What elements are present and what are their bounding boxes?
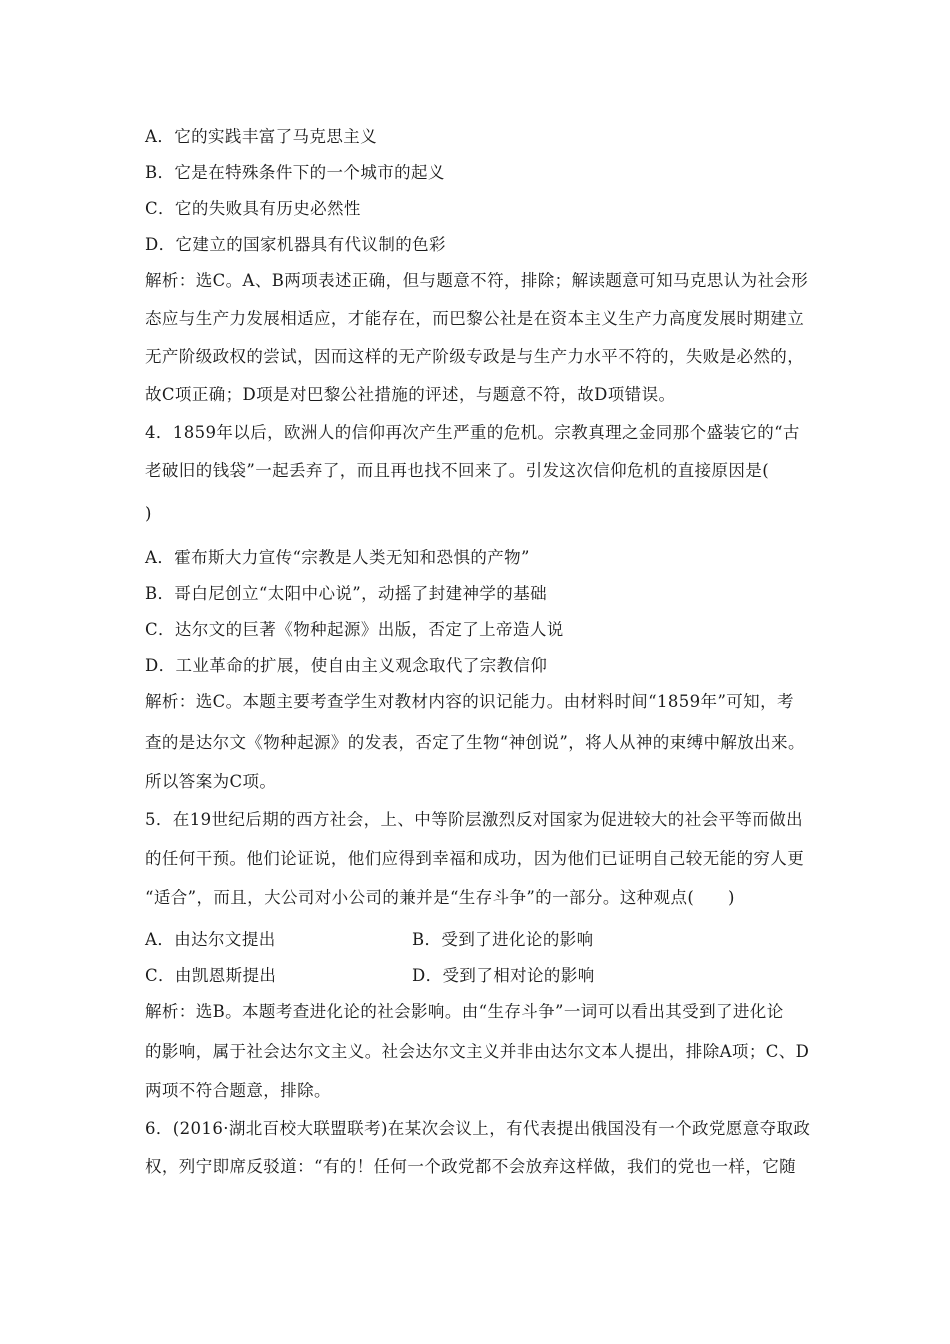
analysis-q3-line-2: 态应与生产力发展相适应，才能存在，而巴黎公社是在资本主义生产力高度发展时期建立: [145, 309, 805, 328]
analysis-q3-line-1: 解析：选C。A、B两项表述正确，但与题意不符，排除；解读题意可知马克思认为社会形: [145, 271, 809, 290]
question-4-line-3: ): [145, 504, 152, 523]
option-c-q4: C．达尔文的巨著《物种起源》出版，否定了上帝造人说: [145, 620, 564, 639]
analysis-q3-line-3: 无产阶级政权的尝试，因而这样的无产阶级专政是与生产力水平不符的，失败是必然的，: [145, 347, 805, 366]
option-a-q4: A．霍布斯大力宣传“宗教是人类无知和恐惧的产物”: [145, 548, 530, 567]
option-c-q5: C．由凯恩斯提出: [145, 966, 277, 985]
option-c-q3: C．它的失败具有历史必然性: [145, 199, 361, 218]
option-a-q3: A．它的实践丰富了马克思主义: [145, 127, 378, 146]
option-d-q3: D．它建立的国家机器具有代议制的色彩: [145, 235, 446, 254]
question-4-line-2: 老破旧的钱袋”一起丢弃了，而且再也找不回来了。引发这次信仰危机的直接原因是(: [145, 461, 770, 480]
option-a-q5: A．由达尔文提出: [145, 930, 276, 949]
analysis-q4-line-1: 解析：选C。本题主要考查学生对教材内容的识记能力。由材料时间“1859年”可知，考: [145, 692, 794, 711]
analysis-q4-line-2: 查的是达尔文《物种起源》的发表，否定了生物“神创说”，将人从神的束缚中解放出来。: [145, 733, 805, 752]
analysis-q5-line-3: 两项不符合题意，排除。: [145, 1081, 331, 1100]
question-6-line-1: 6．(2016·湖北百校大联盟联考)在某次会议上，有代表提出俄国没有一个政党愿意夺取政: [145, 1119, 811, 1138]
question-6-line-2: 权，列宁即席反驳道：“有的！任何一个政党都不会放弃这样做，我们的党也一样，它随: [145, 1157, 797, 1176]
question-5-line-3: “适合”，而且，大公司对小公司的兼并是“生存斗争”的一部分。这种观点( ): [145, 888, 735, 907]
analysis-q5-line-1: 解析：选B。本题考查进化论的社会影响。由“生存斗争”一词可以看出其受到了进化论: [145, 1002, 784, 1021]
option-b-q3: B．它是在特殊条件下的一个城市的起义: [145, 163, 445, 182]
option-d-q4: D．工业革命的扩展，使自由主义观念取代了宗教信仰: [145, 656, 548, 675]
analysis-q4-line-3: 所以答案为C项。: [145, 772, 277, 791]
option-b-q4: B．哥白尼创立“太阳中心说”，动摇了封建神学的基础: [145, 584, 547, 603]
analysis-q3-line-4: 故C项正确；D项是对巴黎公社措施的评述，与题意不符，故D项错误。: [145, 385, 676, 404]
question-5-line-2: 的任何干预。他们论证说，他们应得到幸福和成功，因为他们已证明自己较无能的穷人更: [145, 849, 805, 868]
analysis-q5-line-2: 的影响，属于社会达尔文主义。社会达尔文主义并非由达尔文本人提出，排除A项；C、D: [145, 1042, 810, 1061]
question-4-line-1: 4．1859年以后，欧洲人的信仰再次产生严重的危机。宗教真理之金同那个盛装它的“古: [145, 423, 800, 442]
question-5-line-1: 5．在19世纪后期的西方社会，上、中等阶层激烈反对国家为促进较大的社会平等而做出: [145, 810, 803, 829]
option-b-q5: B．受到了进化论的影响: [412, 930, 594, 949]
option-d-q5: D．受到了相对论的影响: [412, 966, 595, 985]
